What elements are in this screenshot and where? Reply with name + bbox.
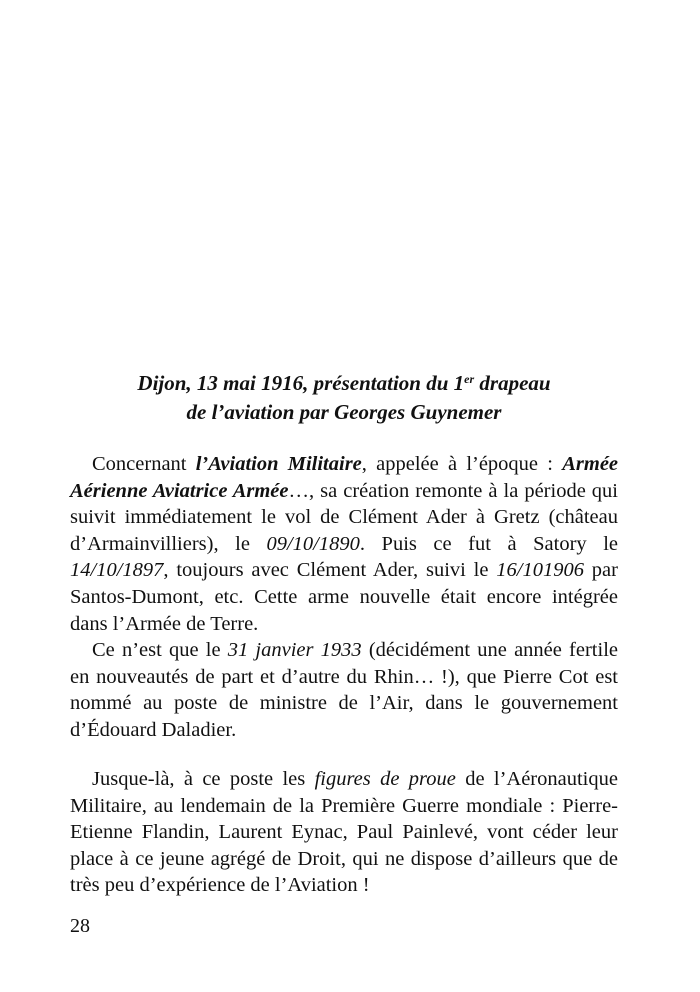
paragraph-aviation-militaire: Concernant l’Aviation Militaire, appelée à l’époque : Armée Aérienne Aviatrice Armée…, sa création remonte à la période qui suivit immédiatement le vol de Clément Ader à Gretz (château d’Armainvilliers), le 09/10/1890. Puis ce fut à Satory le 14/10/1897, toujours avec Clément Ader, suivi le 16/101906 par Santos-Dumont, etc. Cette arme nouvelle était encore intégrée dans l’Armée de Terre.	[70, 453, 619, 635]
paragraph-pierre-cot: Ce n’est que le 31 janvier 1933 (décidément une année fertile en nouveautés de part et d’autre du Rhin… !), que Pierre Cot est nommé au poste de ministre de l’Air, dans le gouvernement d’Édouard Daladier.	[70, 639, 618, 741]
heading-line-1: Dijon, 13 mai 1916, présentation du 1er drapeau	[137, 371, 551, 395]
body-section-2	[70, 766, 618, 899]
body-section-1	[70, 451, 618, 744]
page-number: 28	[70, 915, 90, 937]
superscript-er: er	[464, 372, 475, 386]
heading-line-2: de l’aviation par Georges Guynemer	[186, 400, 502, 424]
section-heading	[70, 369, 618, 427]
paragraph-figures-de-proue: Jusque-là, à ce poste les figures de proue de l’Aéronautique Militaire, au lendemain de la Première Guerre mondiale : Pierre-Etienne Flandin, Laurent Eynac, Paul Painlevé, vont céder leur place à ce jeune agrégé de Droit, qui ne dispose d’ailleurs que de très peu d’expérience de l’Aviation !	[70, 768, 618, 897]
